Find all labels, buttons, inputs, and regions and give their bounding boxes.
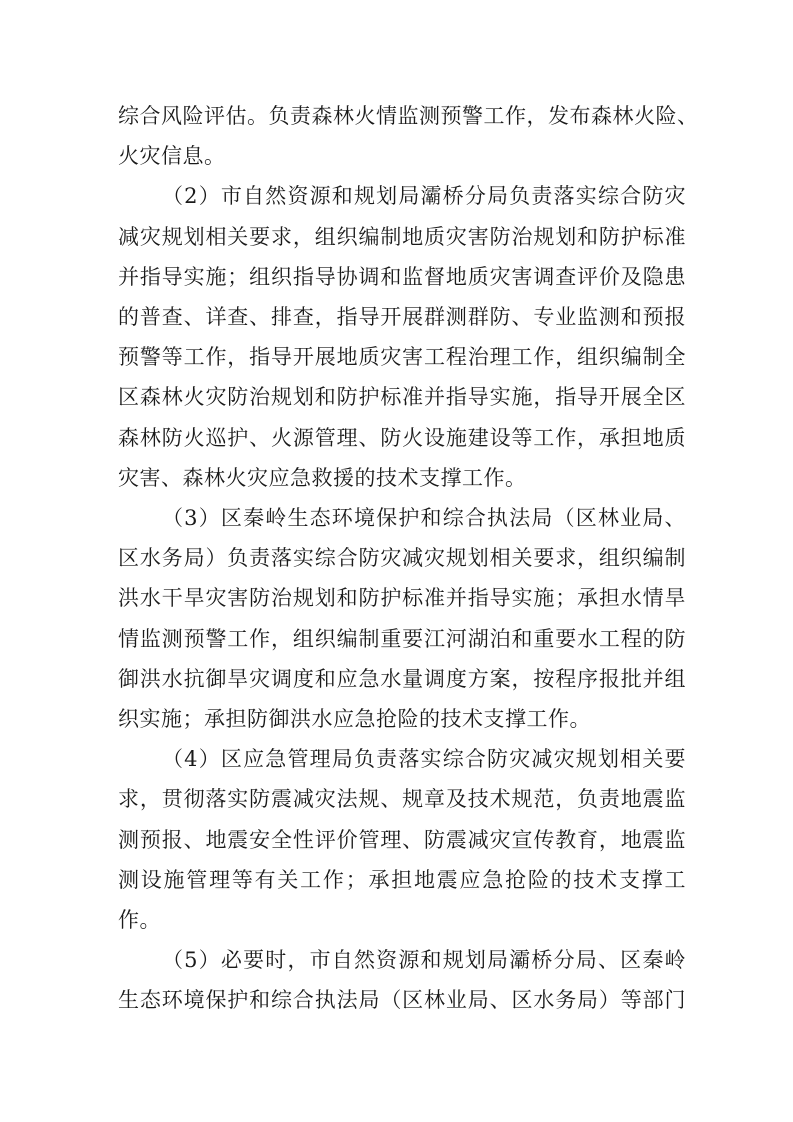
text-line: 减灾规划相关要求，组织编制地质灾害防治规划和防护标准 (118, 224, 686, 249)
text-line: 并指导实施；组织指导协调和监督地质灾害调查评价及隐患 (118, 264, 686, 289)
text-line: 区森林火灾防治规划和防护标准并指导实施，指导开展全区 (118, 385, 686, 410)
text-line: 作。 (118, 908, 161, 933)
text-line: 情监测预警工作，组织编制重要江河湖泊和重要水工程的防 (118, 626, 686, 651)
text-line: （2）市自然资源和规划局灞桥分局负责落实综合防灾 (162, 184, 686, 209)
text-line: 的普查、详查、排查，指导开展群测群防、专业监测和预报 (118, 305, 686, 330)
text-line: （4）区应急管理局负责落实综合防灾减灾规划相关要 (162, 747, 686, 772)
text-line: （5）必要时，市自然资源和规划局灞桥分局、区秦岭 (162, 948, 686, 973)
paragraph-item-2 (118, 176, 686, 498)
text-line: 森林防火巡护、火源管理、防火设施建设等工作，承担地质 (118, 425, 686, 450)
text-line: （3）区秦岭生态环境保护和综合执法局（区林业局、 (162, 506, 686, 531)
paragraph-forest-fire-monitoring (118, 96, 699, 176)
text-line: 灾害、森林火灾应急救援的技术支撑工作。 (118, 465, 527, 490)
paragraph-item-4 (118, 739, 686, 940)
paragraph-item-5 (118, 940, 686, 1020)
text-line: 生态环境保护和综合执法局（区林业局、区水务局）等部门 (118, 988, 686, 1013)
text-line: 测设施管理等有关工作；承担地震应急抢险的技术支撑工 (118, 867, 686, 892)
text-line: 火灾信息。 (118, 144, 226, 169)
text-line: 洪水干旱灾害防治规划和防护标准并指导实施；承担水情旱 (118, 586, 686, 611)
text-line: 综合风险评估。负责森林火情监测预警工作，发布森林火险、 (118, 104, 699, 128)
paragraph-item-3 (118, 498, 686, 739)
document-body (118, 96, 699, 1021)
text-line: 区水务局）负责落实综合防灾减灾规划相关要求，组织编制 (118, 546, 686, 571)
text-line: 预警等工作，指导开展地质灾害工程治理工作，组织编制全 (118, 345, 686, 370)
text-line: 测预报、地震安全性评价管理、防震减灾宣传教育，地震监 (118, 827, 686, 852)
text-line: 求，贯彻落实防震减灾法规、规章及技术规范，负责地震监 (118, 787, 686, 812)
text-line: 御洪水抗御旱灾调度和应急水量调度方案，按程序报批并组 (118, 666, 686, 691)
text-line: 织实施；承担防御洪水应急抢险的技术支撑工作。 (118, 707, 591, 732)
